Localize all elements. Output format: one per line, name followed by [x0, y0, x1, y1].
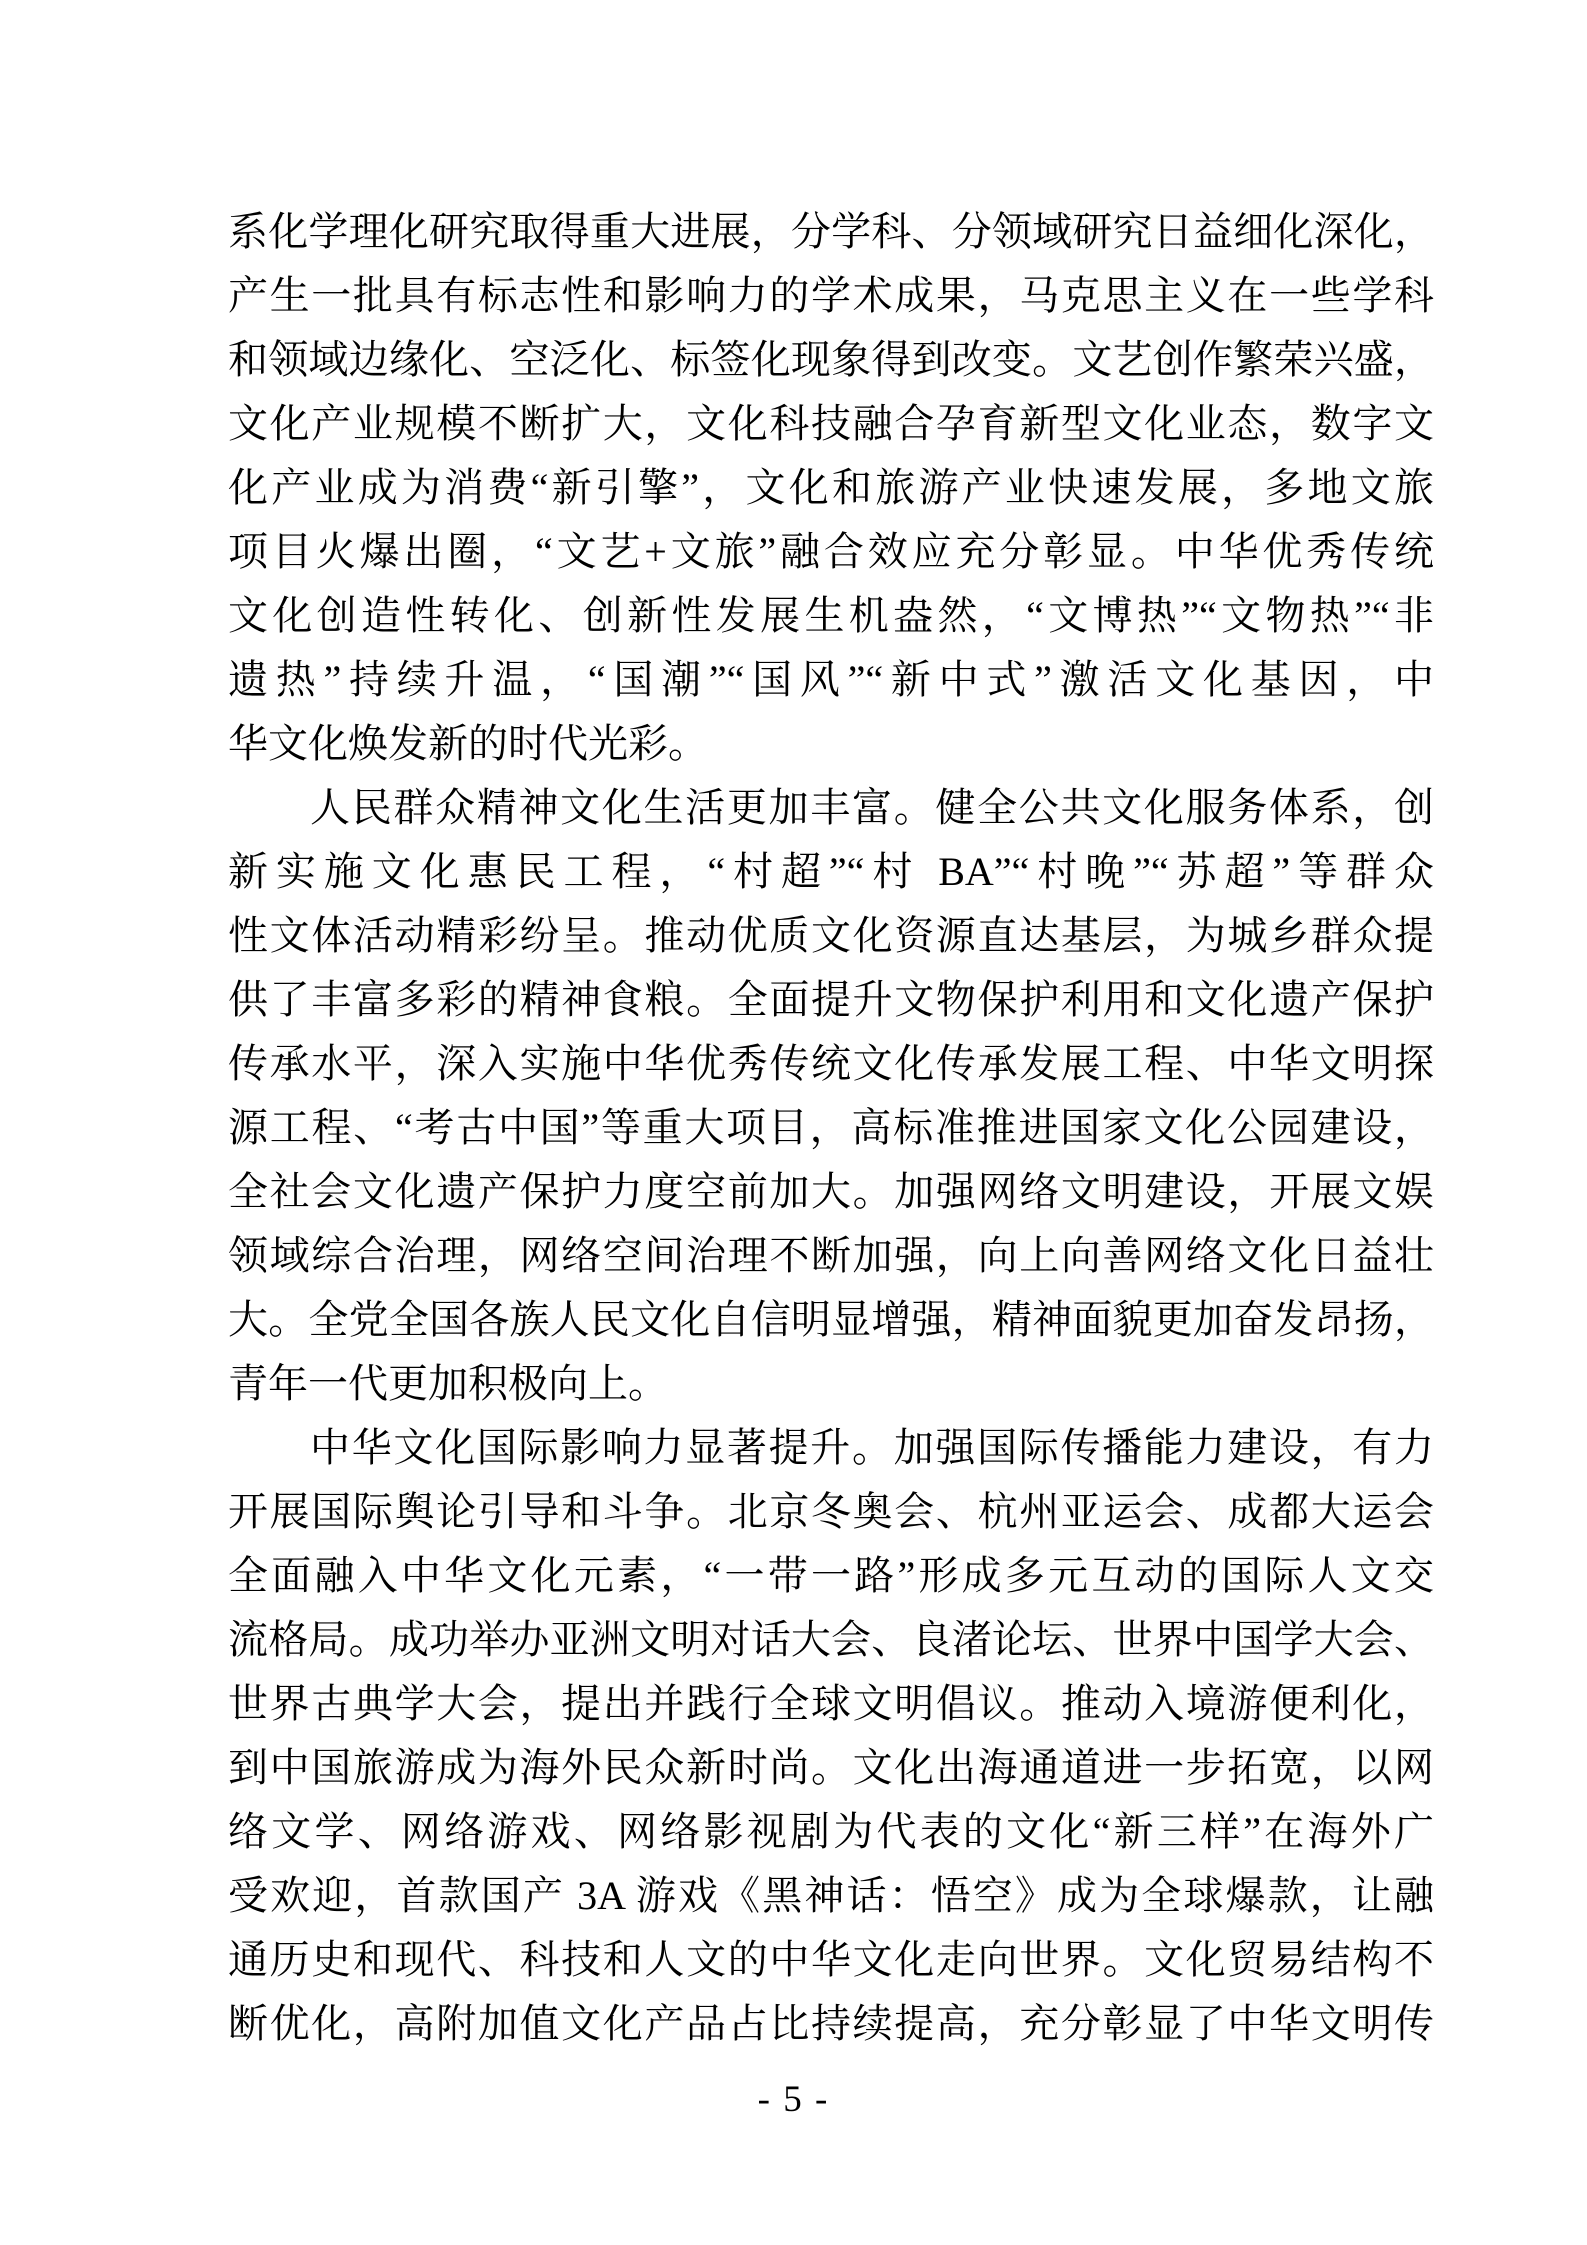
text-line: 络文学、网络游戏、网络影视剧为代表的文化“新三样”在海外广 — [228, 1809, 1434, 1854]
text-line: 供了丰富多彩的精神食粮。全面提升文物保护利用和文化遗产保护 — [228, 977, 1434, 1022]
text-line: 华文化焕发新的时代光彩。 — [228, 721, 708, 766]
text-line: 开展国际舆论引导和斗争。北京冬奥会、杭州亚运会、成都大运会 — [228, 1489, 1434, 1534]
text-line: 源工程、“考古中国”等重大项目，高标准推进国家文化公园建设， — [228, 1105, 1434, 1150]
text-line: 受欢迎，首款国产 3A 游戏《黑神话：悟空》成为全球爆款，让融 — [228, 1873, 1434, 1918]
text-line: 性文体活动精彩纷呈。推动优质文化资源直达基层，为城乡群众提 — [228, 913, 1434, 958]
paragraph — [228, 776, 1434, 1416]
text-line: 领域综合治理，网络空间治理不断加强，向上向善网络文化日益壮 — [228, 1233, 1434, 1278]
text-line: 通历史和现代、科技和人文的中华文化走向世界。文化贸易结构不 — [228, 1937, 1434, 1982]
text-line: 全社会文化遗产保护力度空前加大。加强网络文明建设，开展文娱 — [228, 1169, 1434, 1214]
text-line: 文化创造性转化、创新性发展生机盎然，“文博热”“文物热”“非 — [228, 593, 1434, 638]
text-line: 项目火爆出圈，“文艺+文旅”融合效应充分彰显。中华优秀传统 — [228, 529, 1434, 574]
text-line: 全面融入中华文化元素，“一带一路”形成多元互动的国际人文交 — [228, 1553, 1434, 1598]
text-line: 断优化，高附加值文化产品占比持续提高，充分彰显了中华文明传 — [228, 2001, 1434, 2046]
text-line: 青年一代更加积极向上。 — [228, 1361, 668, 1406]
text-line: 中华文化国际影响力显著提升。加强国际传播能力建设，有力 — [310, 1425, 1434, 1470]
text-line: 文化产业规模不断扩大，文化科技融合孕育新型文化业态，数字文 — [228, 401, 1434, 446]
text-line: 化产业成为消费“新引擎”，文化和旅游产业快速发展，多地文旅 — [228, 465, 1434, 510]
text-line: 大。全党全国各族人民文化自信明显增强，精神面貌更加奋发昂扬， — [228, 1297, 1434, 1342]
text-line: 和领域边缘化、空泛化、标签化现象得到改变。文艺创作繁荣兴盛， — [228, 337, 1434, 382]
text-line: 系化学理化研究取得重大进展，分学科、分领域研究日益细化深化， — [228, 209, 1434, 254]
text-line: 流格局。成功举办亚洲文明对话大会、良渚论坛、世界中国学大会、 — [228, 1617, 1434, 1662]
text-line: 世界古典学大会，提出并践行全球文明倡议。推动入境游便利化， — [228, 1681, 1434, 1726]
page-number: - 5 - — [757, 2079, 830, 2120]
text-line: 产生一批具有标志性和影响力的学术成果，马克思主义在一些学科 — [228, 273, 1434, 318]
text-line: 新实施文化惠民工程，“村超”“村 BA”“村晚”“苏超”等群众 — [228, 849, 1434, 894]
text-line: 传承水平，深入实施中华优秀传统文化传承发展工程、中华文明探 — [228, 1041, 1434, 1086]
body-text — [228, 200, 1434, 2056]
text-line: 遗热”持续升温，“国潮”“国风”“新中式”激活文化基因，中 — [228, 657, 1434, 702]
paragraph — [228, 1416, 1434, 2056]
text-line: 人民群众精神文化生活更加丰富。健全公共文化服务体系，创 — [310, 785, 1434, 830]
paragraph — [228, 200, 1434, 776]
text-line: 到中国旅游成为海外民众新时尚。文化出海通道进一步拓宽，以网 — [228, 1745, 1434, 1790]
